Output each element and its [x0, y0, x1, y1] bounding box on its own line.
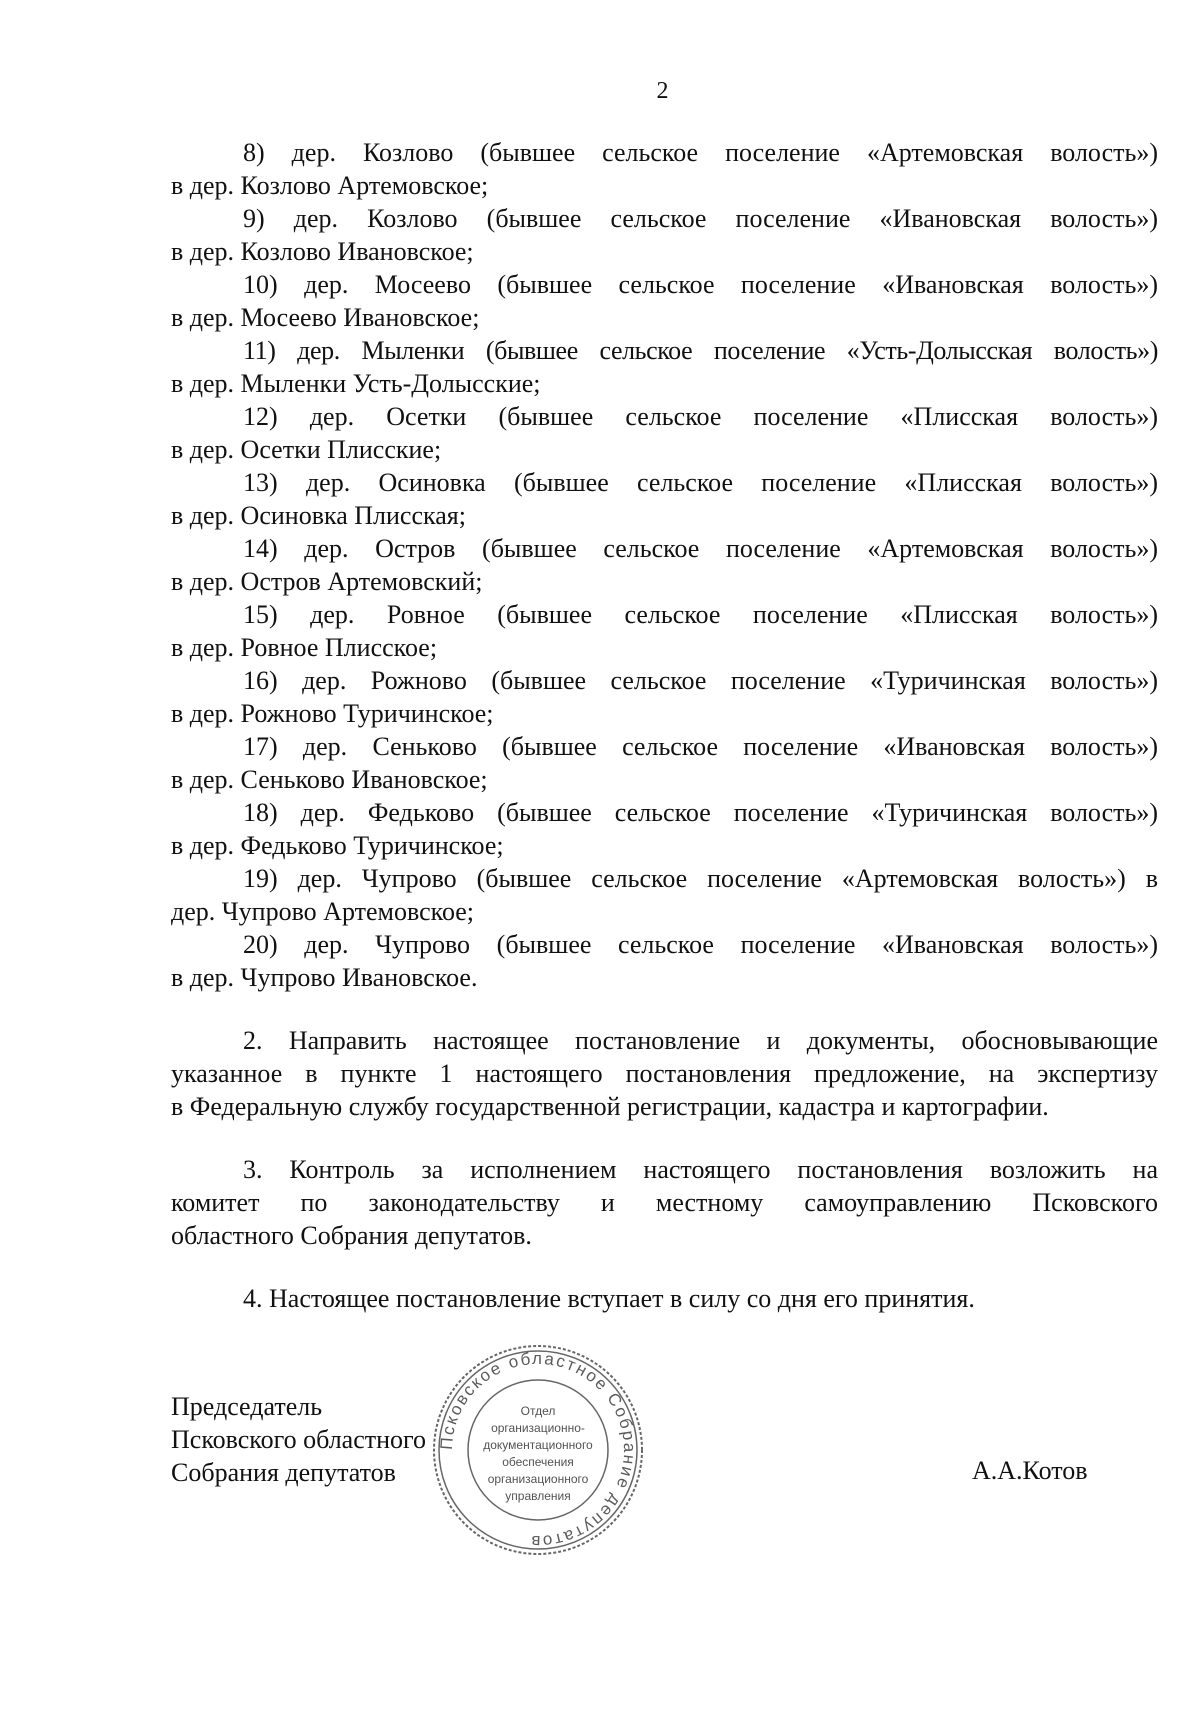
seal-inner-line: документационного — [483, 1438, 593, 1452]
list-item — [171, 202, 1158, 268]
list-item-line2: в дер. Осетки Плисские; — [171, 435, 442, 464]
list-item-line1: 15) дер. Ровное (бывшее сельское поселение «Плисская волость») — [243, 600, 1158, 629]
list-item — [171, 598, 1158, 664]
list-item-line2: дер. Чупрово Артемовское; — [171, 897, 475, 926]
list-item-line1: 12) дер. Осетки (бывшее сельское поселение «Плисская волость») — [243, 402, 1158, 431]
list-item-line2: в дер. Чупрово Ивановское. — [171, 963, 478, 992]
settlement-list — [171, 136, 1158, 994]
paragraph-line: 4. Настоящее постановление вступает в силу со дня его принятия. — [243, 1284, 975, 1313]
seal-inner-line: организационно- — [491, 1421, 585, 1435]
list-item-line1: 9) дер. Козлово (бывшее сельское поселение «Ивановская волость») — [243, 204, 1158, 233]
list-item-line1: 8) дер. Козлово (бывшее сельское поселение «Артемовская волость») — [243, 138, 1158, 167]
list-item-line1: 19) дер. Чупрово (бывшее сельское поселение «Артемовская волость») в — [243, 864, 1158, 893]
seal-inner-line: обеспечения — [502, 1455, 574, 1469]
list-item — [171, 400, 1158, 466]
paragraph-line: областного Собрания депутатов. — [171, 1221, 532, 1250]
page-number: 2 — [656, 78, 669, 104]
signatory-title-line: Псковского областного — [171, 1425, 427, 1454]
seal-graphic — [428, 1340, 648, 1560]
paragraph-line: указанное в пункте 1 настоящего постановления предложение, на экспертизу — [171, 1059, 1158, 1088]
paragraph-line: в Федеральную службу государственной регистрации, кадастра и картографии. — [171, 1092, 1049, 1121]
list-item-line1: 13) дер. Осиновка (бывшее сельское поселение «Плисская волость») — [243, 468, 1158, 497]
official-seal — [428, 1340, 648, 1560]
paragraph-2 — [171, 1024, 1158, 1123]
list-item-line2: в дер. Рожново Туричинское; — [171, 699, 494, 728]
list-item-line2: в дер. Ровное Плисское; — [171, 633, 438, 662]
paragraph-line: 3. Контроль за исполнением настоящего постановления возложить на — [243, 1155, 1158, 1184]
list-item-line1: 14) дер. Остров (бывшее сельское поселение «Артемовская волость») — [243, 534, 1158, 563]
list-item-line1: 10) дер. Мосеево (бывшее сельское поселение «Ивановская волость») — [243, 270, 1158, 299]
list-item — [171, 928, 1158, 994]
signatory-title — [171, 1390, 426, 1489]
list-item — [171, 136, 1158, 202]
list-item — [171, 268, 1158, 334]
paragraph-4 — [171, 1282, 1158, 1315]
list-item-line2: в дер. Осиновка Плисская; — [171, 501, 466, 530]
seal-inner-line: управления — [505, 1489, 571, 1503]
seal-inner-line: организационного — [487, 1472, 589, 1486]
paragraph-line: комитет по законодательству и местному самоуправлению Псковского — [171, 1188, 1158, 1217]
signatory-title-line: Председатель — [171, 1392, 323, 1421]
list-item — [171, 730, 1158, 796]
paragraph-line: 2. Направить настоящее постановление и документы, обосновывающие — [243, 1026, 1158, 1055]
list-item-line1: 17) дер. Сеньково (бывшее сельское поселение «Ивановская волость») — [243, 732, 1158, 761]
list-item-line1: 18) дер. Федьково (бывшее сельское поселение «Туричинская волость») — [243, 798, 1158, 827]
list-item — [171, 532, 1158, 598]
list-item-line2: в дер. Сеньково Ивановское; — [171, 765, 488, 794]
signatory-title-line: Собрания депутатов — [171, 1458, 396, 1487]
list-item-line2: в дер. Козлово Артемовское; — [171, 171, 489, 200]
list-item-line2: в дер. Козлово Ивановское; — [171, 237, 474, 266]
seal-inner-line: Отдел — [520, 1404, 556, 1418]
list-item-line2: в дер. Остров Артемовский; — [171, 567, 483, 596]
list-item-line1: 16) дер. Рожново (бывшее сельское поселение «Туричинская волость») — [243, 666, 1158, 695]
list-item — [171, 796, 1158, 862]
list-item — [171, 334, 1158, 400]
list-item — [171, 466, 1158, 532]
list-item — [171, 862, 1158, 928]
seal-outer-text: Псковское областное Собрание депутатов — [436, 1348, 640, 1552]
list-item — [171, 664, 1158, 730]
document-body — [171, 136, 1158, 1315]
list-item-line2: в дер. Федьково Туричинское; — [171, 831, 504, 860]
list-item-line2: в дер. Мосеево Ивановское; — [171, 303, 480, 332]
list-item-line2: в дер. Мыленки Усть-Долысские; — [171, 369, 541, 398]
paragraph-3 — [171, 1153, 1158, 1252]
list-item-line1: 11) дер. Мыленки (бывшее сельское поселение «Усть-Долысская волость») — [243, 336, 1158, 365]
list-item-line1: 20) дер. Чупрово (бывшее сельское поселение «Ивановская волость») — [243, 930, 1158, 959]
signatory-name: А.А.Котов — [972, 1456, 1088, 1485]
